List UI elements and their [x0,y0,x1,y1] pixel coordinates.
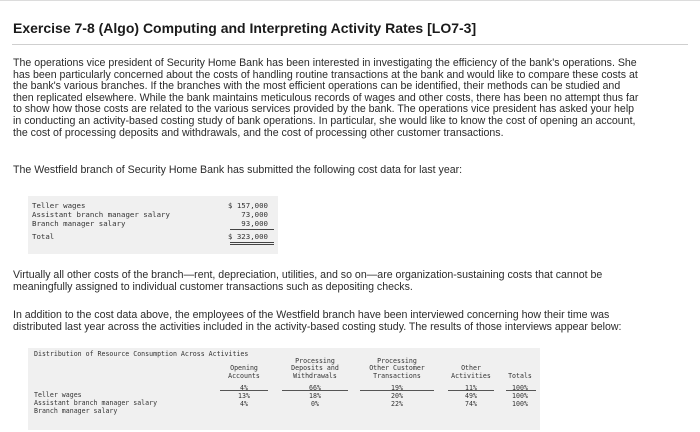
table-cell: 74% [465,400,477,408]
table-cell: 18% [309,392,321,400]
intro-paragraph [13,58,689,139]
table-cell: 49% [465,392,477,400]
page-title: Exercise 7-8 (Algo) Computing and Interpreting Activity Rates [LO7-3] [13,20,477,36]
cost-label: Assistant branch manager salary [32,210,170,219]
table-cell: 4% [240,384,248,392]
cost-data-table [28,196,278,254]
para-line: meaningfully assigned to individual customer transactions such as depositing checks. [13,280,413,293]
table-row [32,219,272,229]
intro-line: the cost of processing deposits and withdrawals, and the cost of processing other customer transactions. [13,126,504,139]
para-line: In addition to the cost data above, the employees of the Westfield branch have been interviewed concerning how their time was [13,309,610,321]
top-border [0,0,700,1]
table-title: Distribution of Resource Consumption Across Activities [34,350,249,358]
table-cell: 100% [512,392,528,400]
table-cell: 100% [512,400,528,408]
row-label: Teller wages [34,391,82,399]
para-line: Virtually all other costs of the branch—rent, depreciation, utilities, and so on—are organization-sustaining costs that cannot be [13,269,603,281]
intro-line: in conducting an activity-based costing study of bank operations. In particular, she would like to know the cost of opening an account, [13,114,636,127]
table-cell: 0% [311,400,319,408]
column-header-other-transactions: Processing Other Customer Transactions [369,357,425,380]
table-cell: 11% [465,384,477,392]
cost-value: 93,000 [241,219,268,228]
total-double-rule [230,244,274,245]
cost-label: Teller wages [32,201,86,210]
column-header-totals: Totals [508,371,532,380]
total-double-rule [230,242,274,243]
column-header-other-activities: Other Activities [451,364,491,380]
table-cell: 4% [240,400,248,408]
column-header-deposits-withdrawals: Processing Deposits and Withdrawals [291,357,339,380]
cost-label: Branch manager salary [32,219,126,228]
intro-line: then replicated elsewhere. While the bank maintains meticulous records of wages and other costs, there has been no attempt thus far [13,91,639,104]
para-line: distributed last year across the activities included in the activity-based costing study. The results of those interviews appear below: [13,320,622,333]
intro-line: has been particularly concerned about the costs of handling routine transactions at the bank and would like to compare these costs at [13,68,638,81]
table-cell: 22% [391,400,403,408]
intro-line: to show how those costs are related to the various services provided by the bank. The operations vice president has asked your help [13,103,635,116]
intro-line: The operations vice president of Security Home Bank has been interested in investigating the efficiency of the bank's operations. She [13,57,637,69]
cost-value: 73,000 [241,210,268,219]
table-row-total [32,232,272,242]
row-label: Assistant branch manager salary [34,399,158,407]
resource-distribution-table [28,348,540,430]
row-label: Branch manager salary [34,407,118,415]
subtotal-rule [230,229,274,230]
table-cell: 13% [238,392,250,400]
table-cell: 20% [391,392,403,400]
total-label: Total [32,232,55,241]
table-cell: 100% [512,384,528,392]
table-cell: 66% [309,384,321,392]
organization-sustaining-paragraph [13,270,689,293]
title-divider [12,44,688,45]
column-header-opening-accounts: Opening Accounts [228,364,260,380]
interview-paragraph [13,310,689,333]
intro-line: the bank's various branches. If the branches with the most efficient operations can be identified, their methods can be studied and [13,80,621,93]
cost-value: $ 157,000 [227,201,268,210]
total-value: $ 323,000 [227,232,268,241]
table-cell: 19% [391,384,403,392]
westfield-sentence: The Westfield branch of Security Home Bank has submitted the following cost data for last year: [13,164,463,176]
